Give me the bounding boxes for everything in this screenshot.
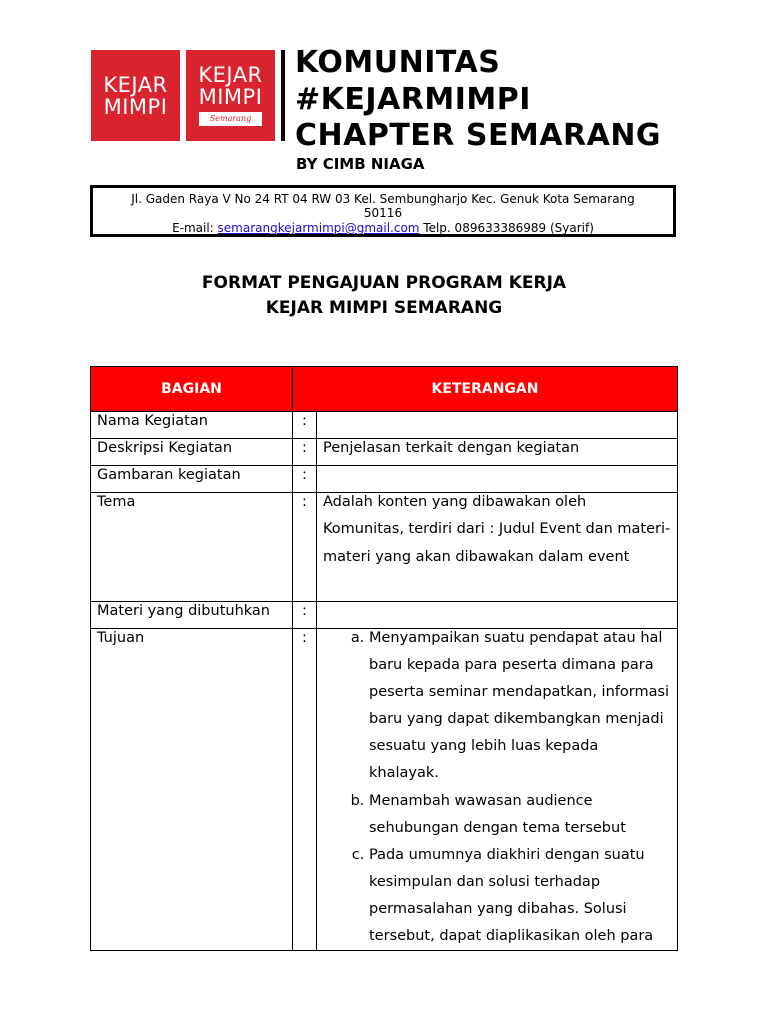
- row-label: [91, 629, 293, 951]
- phone-text: Telp. 089633386989 (Syarif): [419, 221, 594, 235]
- row-label: [91, 493, 293, 602]
- row-label-text: Tema: [97, 494, 136, 510]
- row-value: Penjelasan terkait dengan kegiatan: [317, 439, 678, 466]
- address-box: [90, 185, 676, 237]
- row-value: [317, 629, 678, 951]
- table-row: [91, 493, 678, 602]
- table-row: [91, 629, 678, 951]
- list-item: b. Menambah wawasan audience sehubungan dengan tema tersebut: [369, 788, 671, 842]
- list-item: c. Pada umumnya diakhiri dengan suatu kesimpulan dan solusi terhadap permasalahan yang dibahas. Solusi tersebut, dapat diaplikasikan oleh para: [369, 842, 671, 950]
- header-byline: BY CIMB NIAGA: [296, 155, 425, 173]
- logo-text-line1: KEJAR: [103, 73, 168, 97]
- logo-tagline: Semarang: [199, 112, 262, 126]
- logo-text-line2: MIMPI: [103, 95, 168, 119]
- header-bagian: BAGIAN: [91, 367, 293, 412]
- row-label-text: Tujuan: [97, 630, 145, 646]
- email-link[interactable]: semarangkejarmimpi@gmail.com: [217, 221, 420, 235]
- row-separator: :: [293, 466, 317, 493]
- table-header-row: [91, 367, 678, 412]
- row-separator: :: [293, 412, 317, 439]
- address-postcode: 50116: [363, 206, 403, 220]
- kejar-mimpi-semarang-logo: [186, 50, 275, 141]
- header-keterangan: KETERANGAN: [293, 367, 678, 412]
- program-form-table: [90, 366, 678, 951]
- tujuan-list: [323, 625, 671, 950]
- header-title-line2: #KEJARMIMPI: [295, 82, 531, 117]
- form-title-line2: KEJAR MIMPI SEMARANG: [265, 298, 503, 318]
- row-label-text: Materi yang dibutuhkan: [97, 603, 270, 619]
- contact-line: [93, 221, 673, 235]
- row-separator: :: [293, 629, 317, 951]
- row-separator: :: [293, 493, 317, 602]
- row-value: Adalah konten yang dibawakan oleh Komunitas, terdiri dari : Judul Event dan materi-materi yang akan dibawakan dalam event: [317, 493, 678, 602]
- form-title-line1: FORMAT PENGAJUAN PROGRAM KERJA: [201, 273, 567, 293]
- row-separator: :: [293, 439, 317, 466]
- header-divider: [281, 50, 285, 141]
- header-title-line3: CHAPTER SEMARANG: [295, 118, 662, 153]
- row-label-text: Nama Kegiatan: [97, 413, 208, 429]
- list-item: a. Menyampaikan suatu pendapat atau hal baru kepada para peserta dimana para peserta seminar mendapatkan, informasi baru yang dapat dikembangkan menjadi sesuatu yang lebih luas kepada khalayak.: [369, 625, 671, 788]
- logo-text-line2: MIMPI: [198, 85, 263, 109]
- logo-text-line1: KEJAR: [198, 63, 263, 87]
- row-label-text: Deskripsi Kegiatan: [97, 440, 233, 456]
- row-label-text: Gambaran kegiatan: [97, 467, 241, 483]
- header-title-line1: KOMUNITAS: [295, 45, 501, 80]
- email-label: E-mail:: [172, 221, 218, 235]
- row-separator: :: [293, 602, 317, 629]
- address-line: Jl. Gaden Raya V No 24 RT 04 RW 03 Kel. Sembungharjo Kec. Genuk Kota Semarang: [131, 192, 635, 206]
- kejar-mimpi-logo: [91, 50, 180, 141]
